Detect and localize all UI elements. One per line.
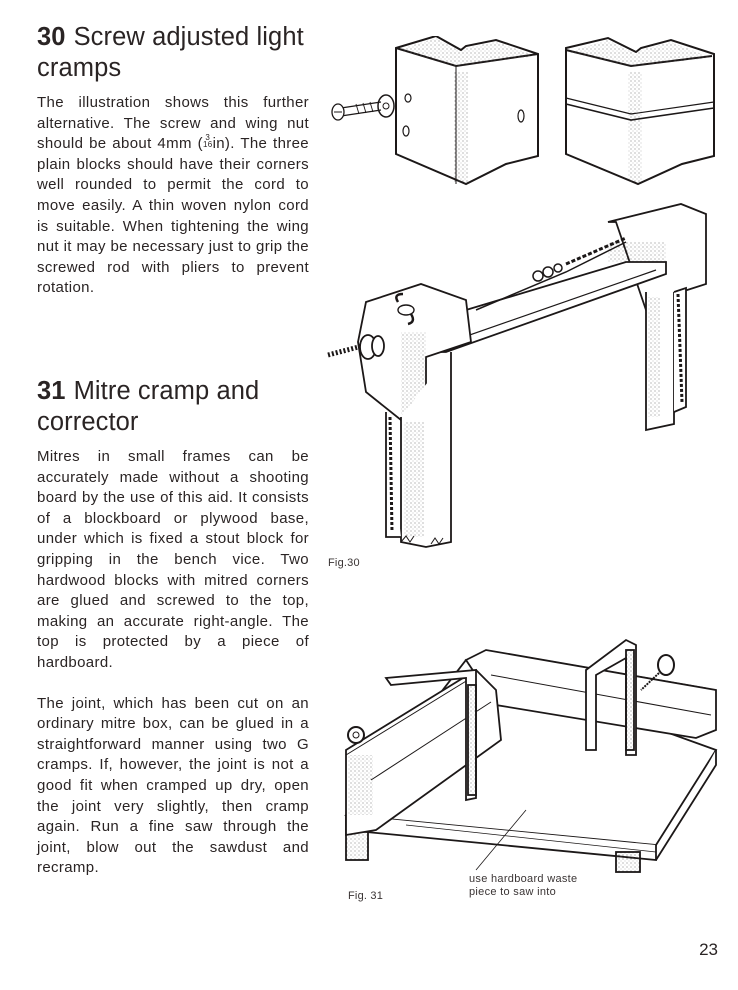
figure-31-mitre-cramp — [326, 630, 726, 875]
annotation-line: piece to saw into — [469, 886, 557, 898]
fraction-numerator: 3 — [205, 133, 211, 143]
section-heading — [37, 22, 309, 84]
page-number: 23 — [699, 940, 718, 959]
figure-31-annotation — [469, 873, 577, 899]
text-column — [37, 22, 309, 877]
body-paragraph: The joint, which has been cut on an ordinary mitre box, can be glued in a straightforward manner using two G cramps. If, however, the joint is not a good fit when cramped up dry, open the joint very slightly, then cramp again. Run a fine saw through the joint, blow out the sawdust and recramp. — [37, 694, 309, 877]
mitre-cramp-illustration — [326, 630, 726, 875]
figure-30-cramp-frame — [326, 202, 726, 552]
section-31 — [37, 376, 309, 879]
paragraph-text: in). The three plain blocks should have their corners well rounded to permit the cord to move easily. A thin woven nylon cord is suitable. When tightening the wing nut it may be necessary just to grip the screwed rod with pliers to prevent rotation. — [37, 135, 309, 297]
corner-blocks-illustration — [326, 36, 726, 196]
figure-30-corner-blocks — [326, 36, 726, 196]
section-number: 30 — [37, 23, 66, 51]
fraction — [203, 134, 213, 148]
figure-30-caption: Fig.30 — [328, 557, 360, 569]
paragraph-text: The illustration shows this further alternative. The screw and wing nut should be about 4mm ( — [37, 94, 309, 153]
fraction-denominator: 16 — [202, 140, 213, 150]
body-paragraph: Mitres in small frames can be accurately made without a shooting board by the use of this aid. It consists of a blockboard or plywood base, under which is fixed a stout block for gripping in the bench vice. Two hardwood blocks with mitred corners are glued and screwed to the top, making an accurate right-angle. The top is protected by a piece of hardboard. — [37, 448, 309, 671]
cramp-frame-illustration — [326, 202, 726, 552]
body-paragraph — [37, 93, 309, 299]
section-number: 31 — [37, 377, 66, 405]
section-heading — [37, 376, 309, 438]
section-30 — [37, 22, 309, 299]
figure-31-caption: Fig. 31 — [348, 890, 384, 902]
section-title: Mitre cramp and corrector — [37, 377, 260, 436]
annotation-line: use hardboard waste — [469, 873, 578, 885]
section-title: Screw adjusted light cramps — [37, 23, 304, 82]
